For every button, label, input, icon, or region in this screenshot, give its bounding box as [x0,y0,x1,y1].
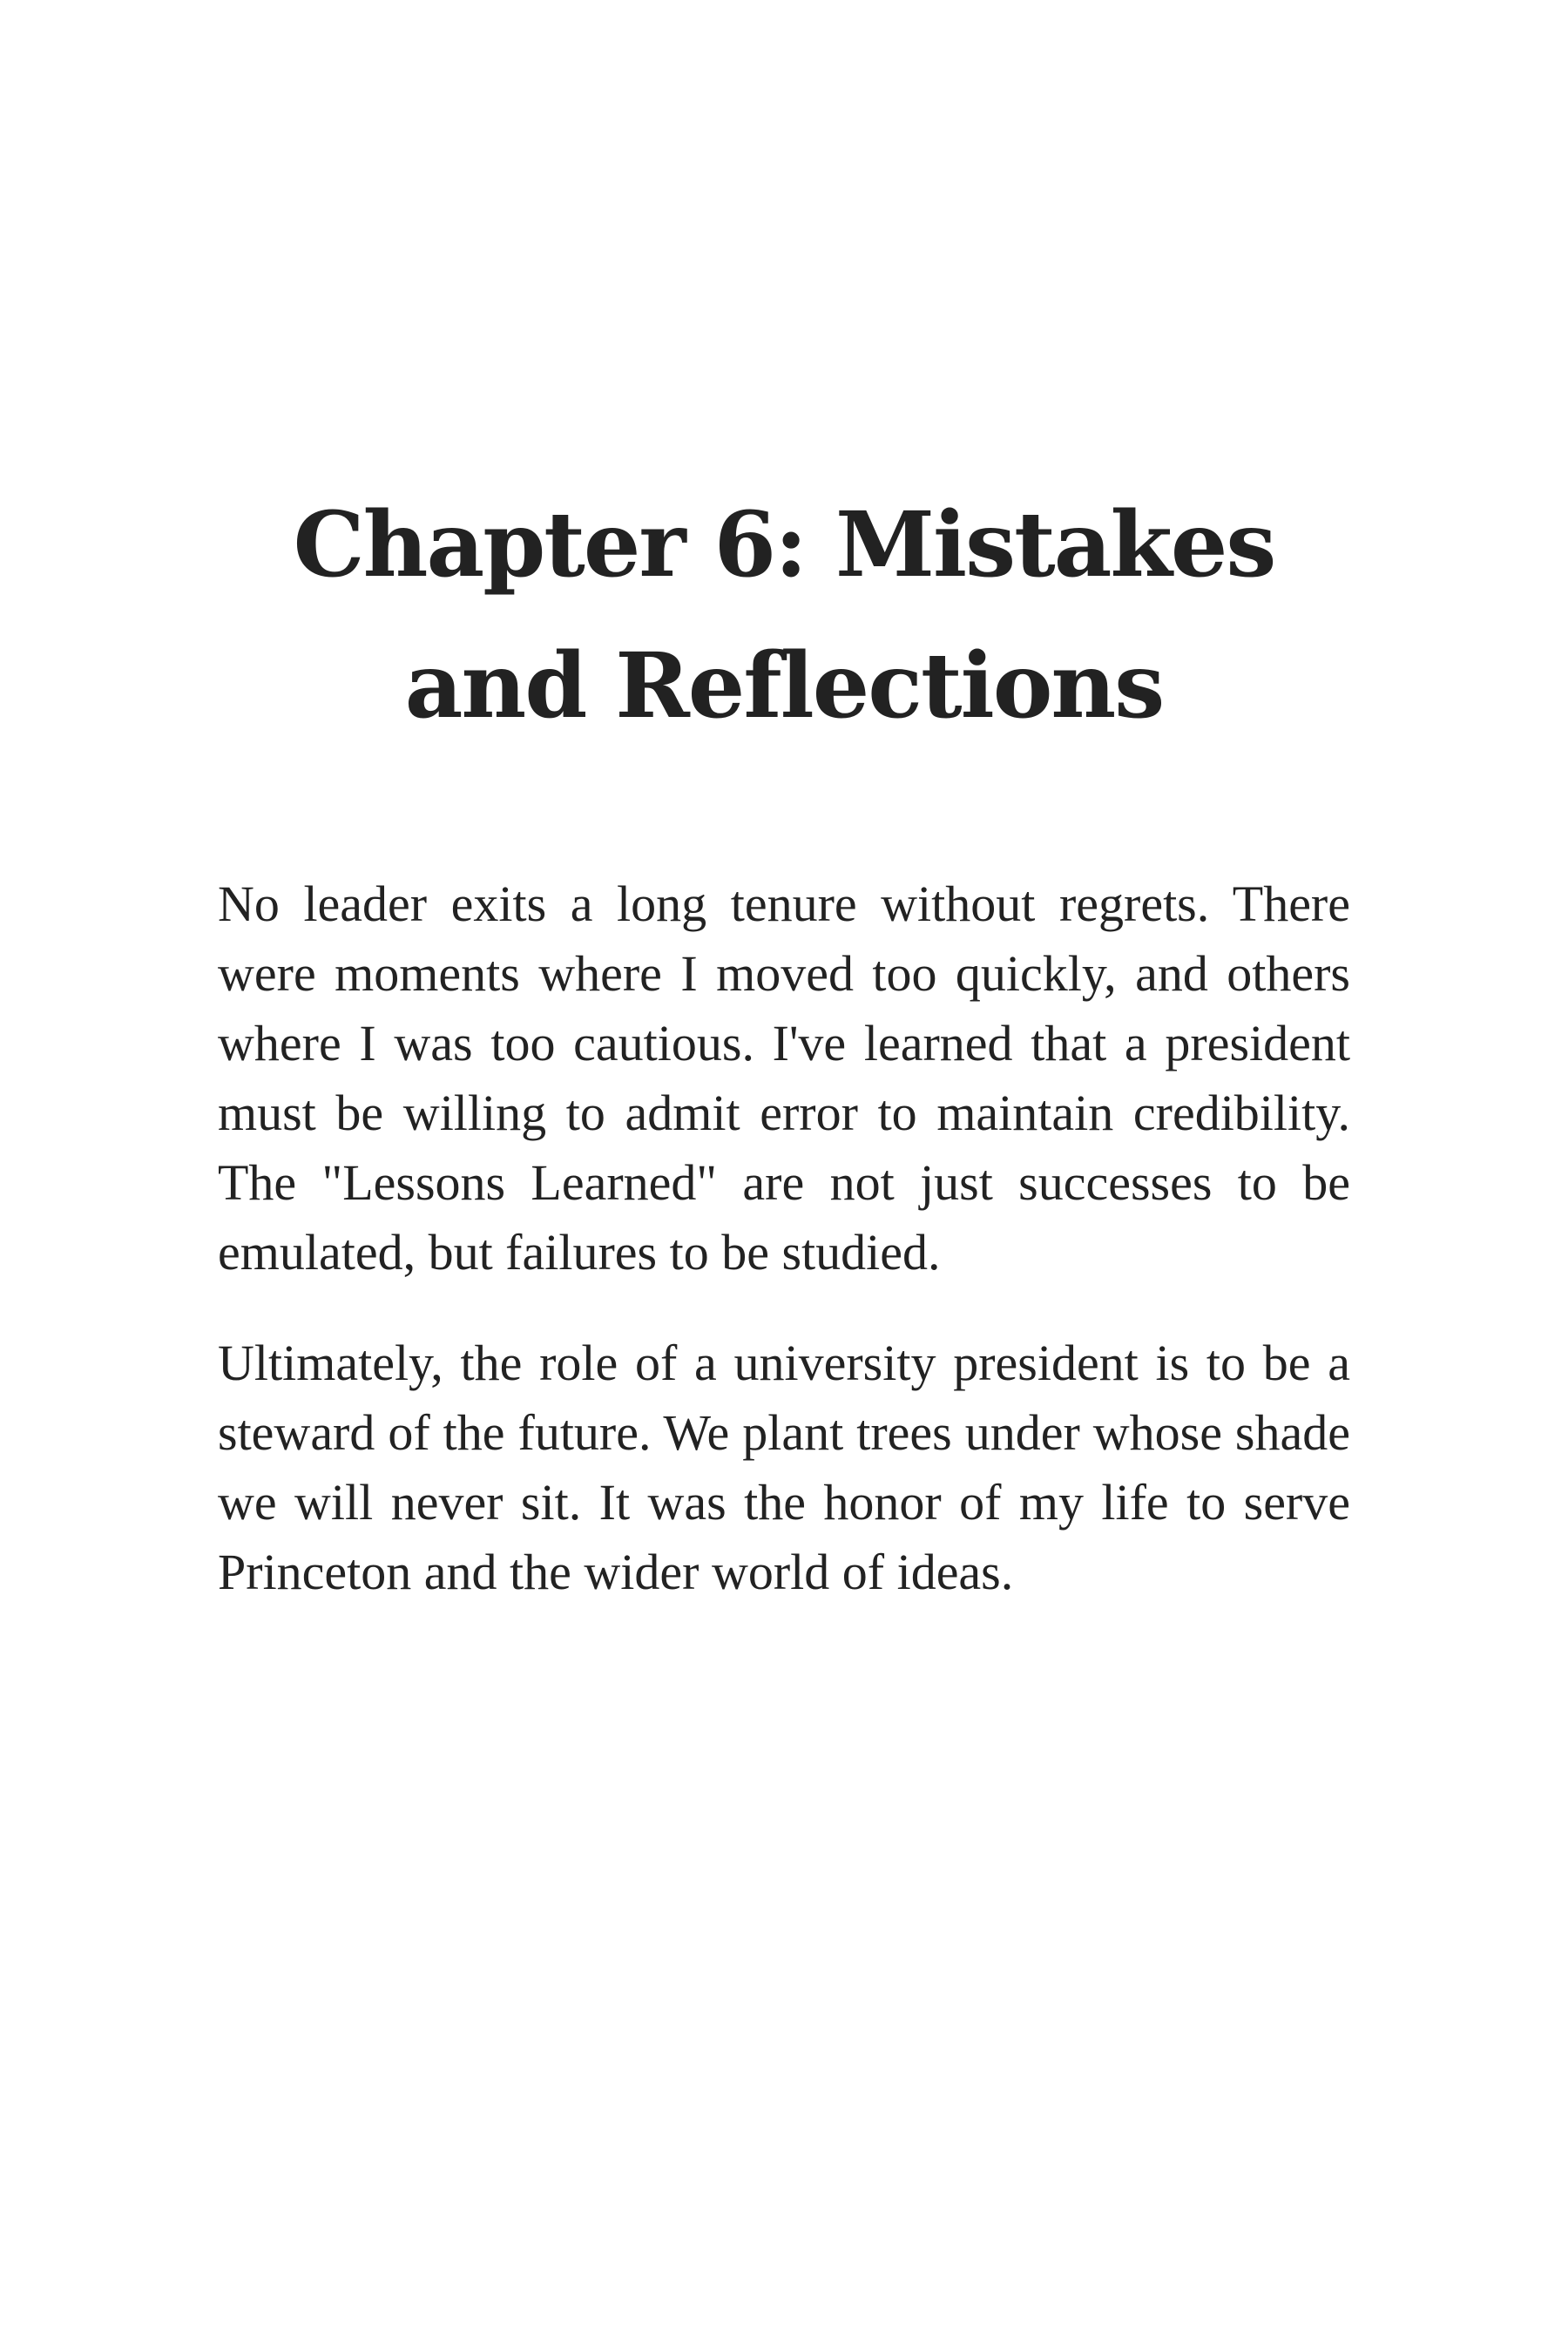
paragraph-regrets: No leader exits a long tenure without regrets. There were moments where I moved too quickly, and others where I was too cautious. I've learned that a president must be willing to admit error to maintain credibility. The "Lessons Learned" are not just successes to be emulated, but failures to be studied. [218,875,1350,1281]
chapter-body [218,869,1350,1648]
paragraph-stewardship: Ultimately, the role of a university president is to be a steward of the future. We plant trees under whose shade we will never sit. It was the honor of my life to serve Princeton and the wider world of ideas. [218,1335,1350,1600]
chapter-title: Chapter 6: Mistakes and Reflections [293,492,1275,739]
